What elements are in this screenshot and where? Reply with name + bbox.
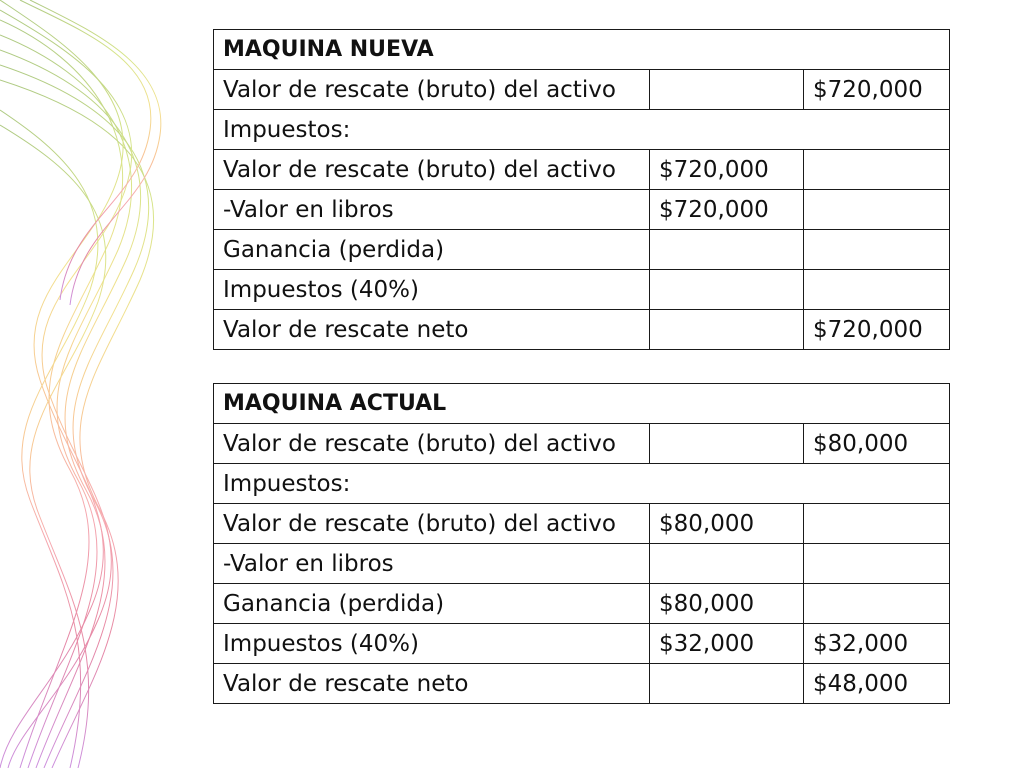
- table-row: [214, 310, 950, 350]
- row-label: Impuestos (40%): [214, 270, 650, 310]
- table-row: [214, 624, 950, 664]
- table-row: [214, 544, 950, 584]
- row-value-col2: [804, 230, 950, 270]
- row-value-col2: $32,000: [804, 624, 950, 664]
- row-label: Valor de rescate neto: [214, 310, 650, 350]
- row-value-col1: [650, 230, 804, 270]
- row-value-col1: [650, 270, 804, 310]
- decorative-ribbon-art: [0, 0, 200, 768]
- row-value-col1: [650, 70, 804, 110]
- row-value-col1: [650, 544, 804, 584]
- row-label: -Valor en libros: [214, 190, 650, 230]
- row-label: Valor de rescate (bruto) del activo: [214, 424, 650, 464]
- row-value-col1: $32,000: [650, 624, 804, 664]
- table-row: [214, 150, 950, 190]
- row-value-col2: $720,000: [804, 310, 950, 350]
- table-row: [214, 230, 950, 270]
- row-value-col1: $720,000: [650, 150, 804, 190]
- row-value-col1: $80,000: [650, 504, 804, 544]
- row-value-col1: [650, 310, 804, 350]
- row-label: Valor de rescate (bruto) del activo: [214, 70, 650, 110]
- row-label: Ganancia (perdida): [214, 584, 650, 624]
- table-row: [214, 270, 950, 310]
- row-label: -Valor en libros: [214, 544, 650, 584]
- row-label: Valor de rescate (bruto) del activo: [214, 504, 650, 544]
- table-row: [214, 464, 950, 504]
- row-value-col1: [650, 424, 804, 464]
- table-title: MAQUINA ACTUAL: [214, 384, 950, 424]
- table-row: [214, 70, 950, 110]
- table-row: [214, 110, 950, 150]
- row-label: Impuestos:: [214, 110, 950, 150]
- row-value-col2: $720,000: [804, 70, 950, 110]
- table-row: [214, 664, 950, 704]
- table-row: [214, 584, 950, 624]
- row-value-col2: $80,000: [804, 424, 950, 464]
- row-value-col2: [804, 190, 950, 230]
- row-label: Impuestos:: [214, 464, 950, 504]
- row-label: Ganancia (perdida): [214, 230, 650, 270]
- row-value-col2: [804, 584, 950, 624]
- row-label: Valor de rescate neto: [214, 664, 650, 704]
- row-label: Impuestos (40%): [214, 624, 650, 664]
- row-label: Valor de rescate (bruto) del activo: [214, 150, 650, 190]
- table-maquina-nueva: [213, 29, 950, 350]
- row-value-col2: [804, 504, 950, 544]
- table-row: [214, 504, 950, 544]
- row-value-col2: [804, 150, 950, 190]
- table-title-row: [214, 384, 950, 424]
- row-value-col2: [804, 544, 950, 584]
- table-title-row: [214, 30, 950, 70]
- table-row: [214, 190, 950, 230]
- table-title: MAQUINA NUEVA: [214, 30, 950, 70]
- row-value-col1: [650, 664, 804, 704]
- table-maquina-actual: [213, 383, 950, 704]
- row-value-col2: [804, 270, 950, 310]
- table-row: [214, 424, 950, 464]
- row-value-col1: $720,000: [650, 190, 804, 230]
- row-value-col2: $48,000: [804, 664, 950, 704]
- row-value-col1: $80,000: [650, 584, 804, 624]
